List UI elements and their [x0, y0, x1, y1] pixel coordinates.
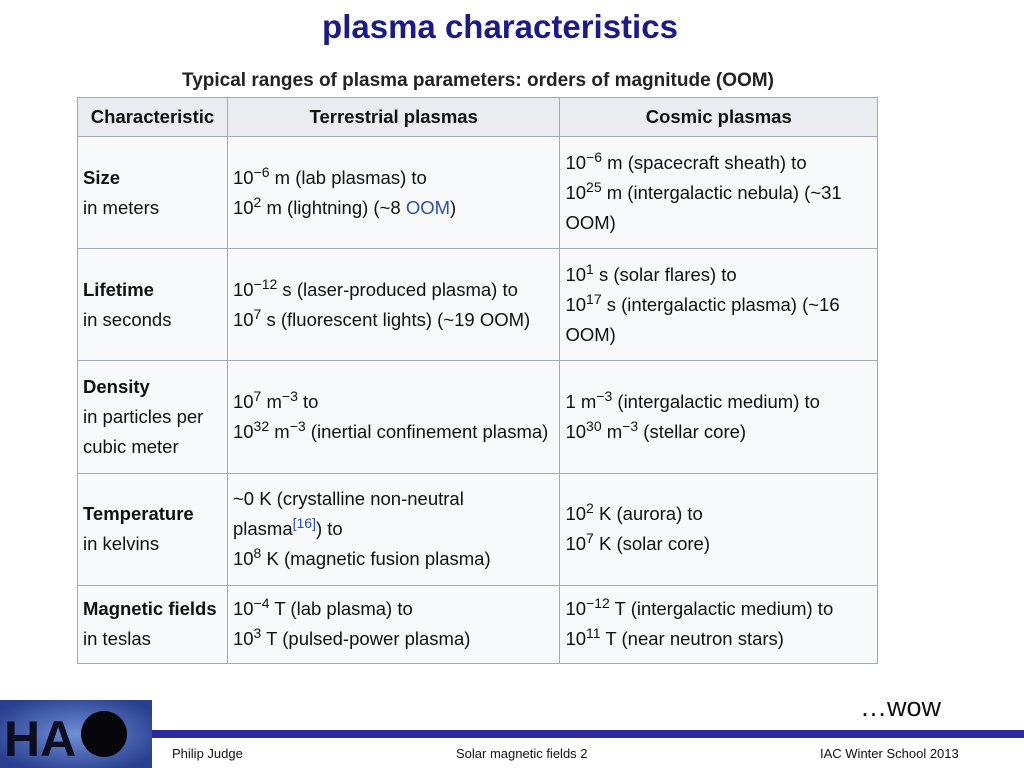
- value-base: 10: [232, 308, 254, 330]
- value-text: T (near neutron stars): [600, 628, 784, 650]
- value-unit: m: [269, 420, 290, 442]
- value-base: 10: [565, 263, 587, 285]
- characteristic-unit: in meters: [83, 196, 160, 218]
- unit-exponent: −3: [281, 387, 298, 404]
- value-text: s (fluorescent lights) (~19 OOM): [261, 308, 531, 330]
- value-exponent: 17: [586, 290, 602, 307]
- value-base: 10: [565, 533, 587, 555]
- value-text: K (magnetic fusion plasma): [261, 548, 491, 570]
- characteristic-name: Magnetic fields: [83, 598, 217, 620]
- value-base: 10: [565, 503, 587, 525]
- wow-annotation: …wow: [860, 692, 942, 722]
- value-base: 10: [232, 548, 254, 570]
- value-text: ) to: [315, 518, 343, 540]
- value-exponent: 30: [586, 417, 602, 434]
- value-exponent: 2: [586, 500, 594, 517]
- characteristic-unit: in particles per cubic meter: [83, 405, 204, 457]
- value-text: K (solar core): [593, 533, 710, 555]
- characteristic-unit: in seconds: [83, 308, 172, 330]
- value-text: T (intergalactic medium) to: [609, 598, 834, 620]
- table-row: [78, 249, 878, 361]
- characteristic-cell: [78, 473, 228, 585]
- characteristic-name: Temperature: [83, 503, 194, 525]
- characteristic-name: Lifetime: [83, 278, 154, 300]
- value-text: m (spacecraft sheath) to: [602, 151, 807, 173]
- value-exponent: 11: [586, 625, 601, 642]
- value-exponent: 7: [253, 387, 262, 404]
- header-characteristic: Characteristic: [78, 98, 228, 137]
- header-terrestrial: Terrestrial plasmas: [227, 98, 559, 137]
- value-exponent: −6: [253, 163, 270, 180]
- terrestrial-cell: [227, 473, 559, 585]
- characteristic-cell: [78, 585, 228, 663]
- value-exponent: 2: [253, 193, 262, 210]
- value-text: ~0 K (crystalline non-neutral plasma: [232, 488, 464, 540]
- value-text: to: [297, 390, 319, 412]
- value-exponent: −6: [586, 148, 602, 165]
- value-text: s (intergalactic plasma) (~16 OOM): [565, 293, 840, 345]
- value-exponent: 7: [253, 305, 262, 322]
- value-base: 10: [232, 166, 254, 188]
- hao-logo: [0, 700, 152, 768]
- terrestrial-cell: [227, 361, 559, 473]
- value-base: 10: [232, 598, 254, 620]
- value-exponent: 7: [586, 530, 594, 547]
- value-base: 10: [232, 420, 254, 442]
- value-base: 10: [232, 628, 254, 650]
- table-row: [78, 361, 878, 473]
- table-row: [78, 473, 878, 585]
- header-cosmic: Cosmic plasmas: [560, 98, 878, 137]
- value-exponent: 3: [253, 625, 262, 642]
- value-text: s (laser-produced plasma) to: [277, 278, 518, 300]
- footer-bar: [0, 730, 1024, 738]
- terrestrial-cell: [227, 249, 559, 361]
- value-text: K (aurora) to: [593, 503, 703, 525]
- value-unit: m: [601, 420, 623, 442]
- unit-exponent: −3: [289, 417, 306, 434]
- characteristic-name: Density: [83, 375, 150, 397]
- characteristic-name: Size: [83, 166, 121, 188]
- footer-title: Solar magnetic fields 2: [456, 746, 588, 761]
- characteristic-cell: [78, 361, 228, 473]
- cosmic-cell: [560, 473, 878, 585]
- footer-event: IAC Winter School 2013: [820, 746, 959, 761]
- logo-text: HA: [4, 711, 77, 767]
- value-base: 10: [232, 278, 254, 300]
- value-base: 10: [565, 598, 587, 620]
- value-base: 10: [565, 628, 587, 650]
- value-exponent: 25: [586, 178, 602, 195]
- table-row: [78, 137, 878, 249]
- value-exponent: −12: [253, 275, 278, 292]
- reference-link[interactable]: [16]: [292, 515, 316, 532]
- characteristic-unit: in kelvins: [83, 533, 160, 555]
- characteristic-unit: in teslas: [83, 628, 151, 650]
- table-header-row: [78, 98, 878, 137]
- value-text: (stellar core): [638, 420, 747, 442]
- cosmic-cell: [560, 361, 878, 473]
- value-text: ): [450, 196, 457, 218]
- value-text: (intergalactic medium) to: [612, 390, 820, 412]
- value-exponent: −4: [253, 595, 270, 612]
- value-base: 10: [565, 420, 587, 442]
- characteristic-cell: [78, 137, 228, 249]
- value-text: m (lightning) (~8: [261, 196, 406, 218]
- value-text: m (lab plasmas) to: [269, 166, 427, 188]
- value-exponent: 1: [586, 260, 594, 277]
- cosmic-cell: [560, 249, 878, 361]
- terrestrial-cell: [227, 585, 559, 663]
- cosmic-cell: [560, 585, 878, 663]
- value-text: T (pulsed-power plasma): [261, 628, 471, 650]
- value-unit: 1 m: [565, 390, 597, 412]
- value-base: 10: [565, 293, 587, 315]
- value-text: (inertial confinement plasma): [305, 420, 549, 442]
- characteristic-cell: [78, 249, 228, 361]
- terrestrial-cell: [227, 137, 559, 249]
- oom-link[interactable]: OOM: [405, 196, 451, 218]
- table-row: [78, 585, 878, 663]
- slide-title: plasma characteristics: [322, 8, 678, 45]
- value-exponent: 32: [253, 417, 270, 434]
- value-exponent: −12: [586, 595, 610, 612]
- value-base: 10: [232, 390, 254, 412]
- plasma-table: [77, 97, 878, 664]
- cosmic-cell: [560, 137, 878, 249]
- value-unit: m: [261, 390, 282, 412]
- value-base: 10: [232, 196, 254, 218]
- footer-author: Philip Judge: [172, 746, 243, 761]
- value-exponent: 8: [253, 545, 262, 562]
- value-base: 10: [565, 151, 587, 173]
- table-caption: Typical ranges of plasma parameters: orders of magnitude (OOM): [182, 70, 774, 91]
- value-base: 10: [565, 181, 587, 203]
- unit-exponent: −3: [596, 387, 613, 404]
- unit-exponent: −3: [622, 417, 639, 434]
- value-text: T (lab plasma) to: [269, 598, 413, 620]
- value-text: m (intergalactic nebula) (~31 OOM): [565, 181, 842, 233]
- value-text: s (solar flares) to: [593, 263, 737, 285]
